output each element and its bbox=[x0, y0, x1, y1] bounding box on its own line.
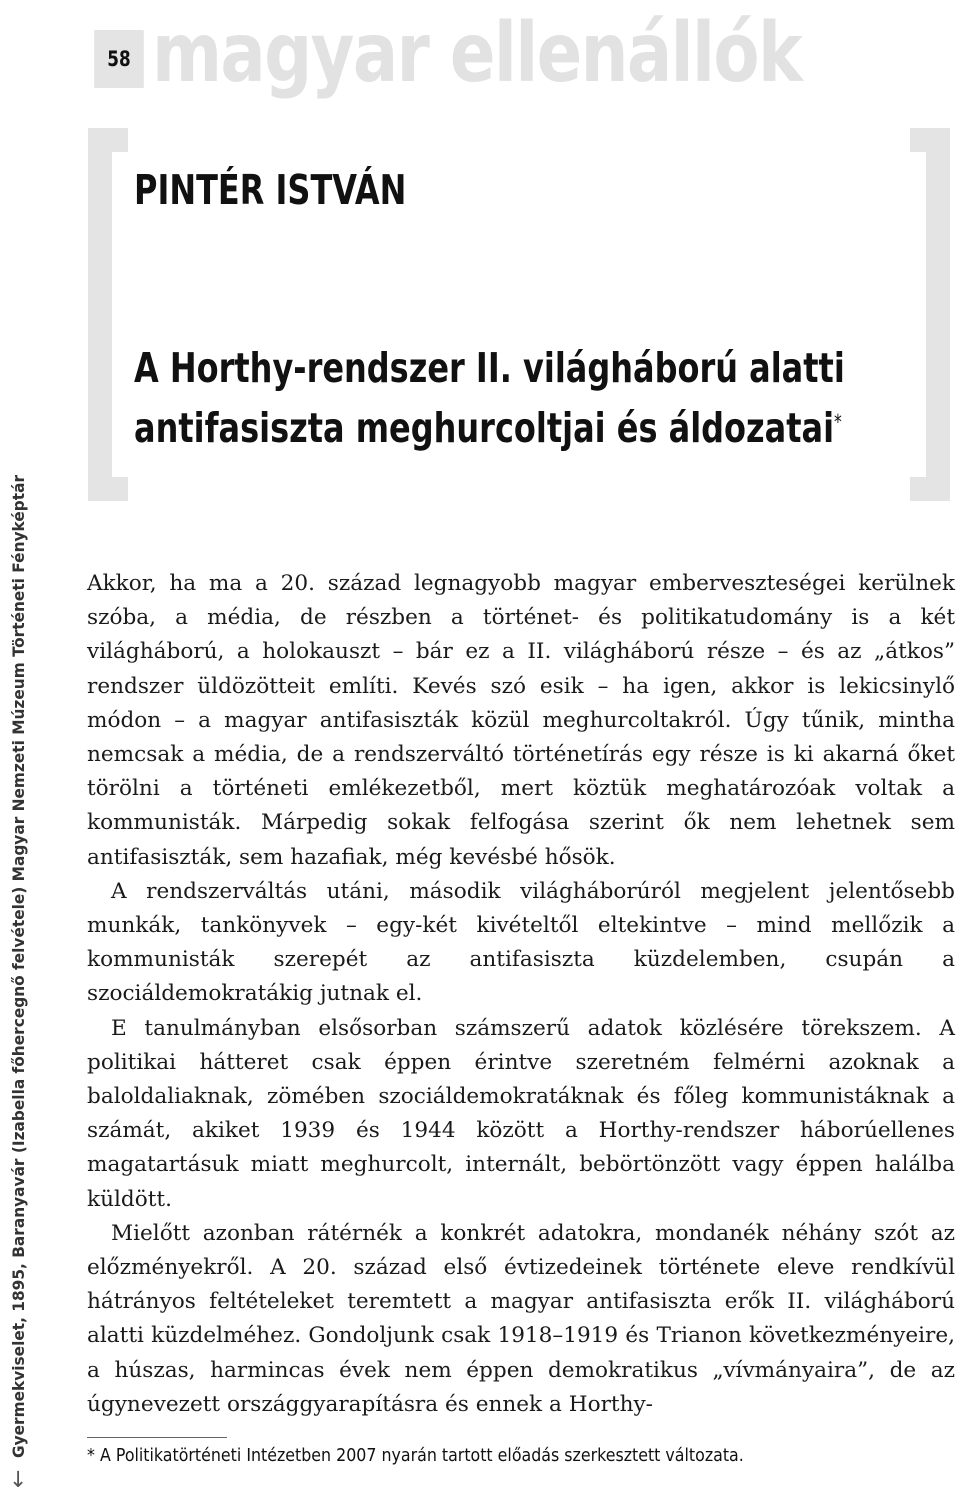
left-bracket-decoration bbox=[88, 128, 128, 501]
side-photo-caption bbox=[6, 474, 31, 1488]
article-title-line-1: A Horthy-rendszer II. világháború alatti bbox=[134, 344, 845, 392]
article-title-line-2 bbox=[134, 398, 845, 458]
body-paragraph-2: A rendszerváltás utáni, második világháborúról megjelent jelentősebb munkák, tankönyvek – egy-két kivételtől eltekintve – mind mellőzik a kommunisták szerepét az antifasiszta küzdelemben, csupán a szociáldemokratákig jutnak el. bbox=[87, 878, 955, 1007]
page-number: 58 bbox=[94, 30, 144, 88]
article-body bbox=[87, 567, 955, 1422]
footnote-marker: * bbox=[834, 410, 842, 434]
article-title-line-2-text: antifasiszta meghurcoltjai és áldozatai bbox=[134, 404, 835, 452]
body-paragraph-3: E tanulmányban elsősorban számszerű adatok közlésére törekszem. A politikai hátteret csak éppen érintve szeretném felmérni azoknak a baloldaliaknak, zömében szociáldemokratáknak és főleg kommunistáknak a számát, akiket 1939 és 1944 között a Horthy-rendszer háborúellenes magatartásuk miatt meghurcolt, internált, bebörtönzött vagy éppen halálba küldött. bbox=[87, 1015, 955, 1212]
section-title: magyar ellenállók bbox=[152, 6, 802, 101]
footnote-divider bbox=[87, 1437, 227, 1438]
body-paragraph-4: Mielőtt azonban rátérnék a konkrét adatokra, mondanék néhány szót az előzményekről. A 20. század első évtizedeinek története eleve rendkívül hátrányos feltételeket teremtett a magyar antifasiszta erők II. világháború alatti küzdelméhez. Gondoljunk csak 1918–1919 és Trianon következményeire, a húszas, harmincas évek nem éppen demokratikus „vívmányaira”, de az úgynevezett országgyarapításra és ennek a Horthy- bbox=[87, 1220, 955, 1417]
side-caption-text: Gyermekviselet, 1895, Baranyavár (Izabella főhercegnő felvétele) Magyar Nemzeti Múzeum Történeti Fényképtár bbox=[9, 474, 28, 1458]
article-author: PINTÉR ISTVÁN bbox=[134, 166, 407, 214]
body-paragraph-1: Akkor, ha ma a 20. század legnagyobb magyar emberveszteségei kerülnek szóba, a média, de részben a történet- és politikatudomány is a két világháború, a holokauszt – bár ez a II. világháború része – és az „átkos” rendszer üldözötteit említi. Kevés szó esik – ha igen, akkor is lekicsinylő módon – a magyar antifasiszták közül meghurcoltakról. Úgy tűnik, mintha nemcsak a média, de a rendszerváltó történetírás egy része is ki akarná őket törölni a történeti emlékezetből, mert köztük meghatározóak voltak a kommunisták. Márpedig sokak felfogása szerint ők nem lehetnek sem antifasiszták, sem hazafiak, még kevésbé hősök. bbox=[87, 571, 955, 870]
left-arrow-icon: ← bbox=[6, 1469, 31, 1488]
footnote: * A Politikatörténeti Intézetben 2007 nyarán tartott előadás szerkesztett változata. bbox=[87, 1445, 744, 1466]
right-bracket-decoration bbox=[910, 128, 950, 501]
article-title bbox=[134, 338, 845, 458]
